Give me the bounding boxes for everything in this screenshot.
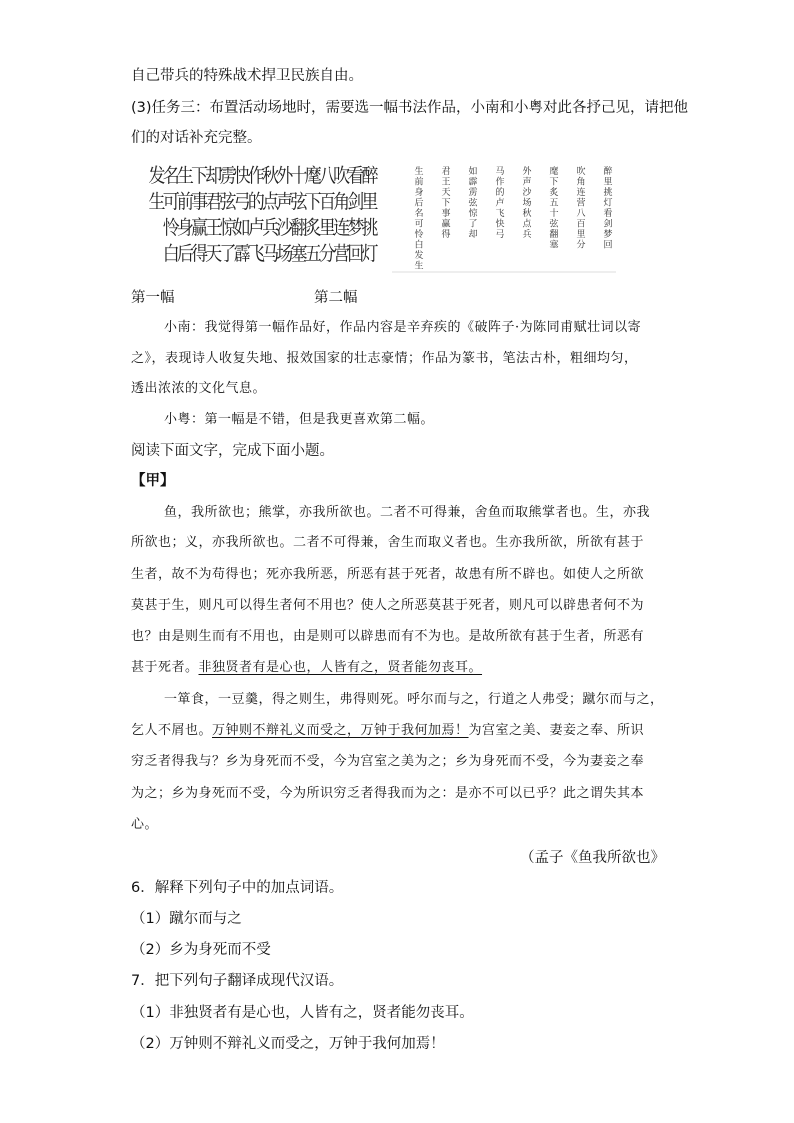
- continuation-line: 自己带兵的特殊战术捍卫民族自由。: [131, 68, 363, 84]
- passage-p2-line-4: 为之；乡为身死而不受，今为所识穷乏者得我而为之：是亦不可以已乎？此之谓失其本: [131, 786, 645, 801]
- running-glyph: 发: [414, 251, 424, 261]
- seal-glyph: 惊: [219, 216, 237, 240]
- seal-glyph: 秋: [262, 164, 280, 188]
- seal-glyph: 了: [219, 242, 237, 266]
- seal-glyph: 营: [333, 242, 351, 266]
- seal-glyph: 后: [176, 242, 194, 266]
- seal-glyph: 梦: [347, 216, 365, 240]
- running-script-artwork: [388, 160, 620, 276]
- running-glyph: 快: [495, 219, 505, 230]
- seal-glyph: 沙: [276, 216, 294, 240]
- running-glyph: 挑: [603, 188, 613, 198]
- running-glyph: 雳: [468, 188, 478, 198]
- running-glyph: 五: [549, 198, 559, 209]
- running-glyph: 兵: [522, 230, 532, 240]
- question-7-item-1: （1）非独贤者有是心也，人皆有之，贤者能勿丧耳。: [131, 1005, 474, 1021]
- running-glyph: 赢: [441, 219, 451, 230]
- running-glyph: 灯: [603, 198, 613, 209]
- seal-glyph: 可: [162, 190, 180, 214]
- seal-glyph: 分: [318, 242, 336, 266]
- running-glyph: 飞: [495, 209, 505, 219]
- seal-glyph: 如: [233, 216, 251, 240]
- running-glyph: 君: [441, 167, 451, 177]
- seal-glyph: 回: [347, 242, 365, 266]
- dialogue-nan-line-1: 小南：我觉得第一幅作品好，作品内容是辛弃疾的《破阵子·为陈同甫赋壮词以寄: [164, 320, 642, 335]
- section-jia-label: 【甲】: [131, 473, 175, 489]
- question-6: 6．解释下列句子中的加点词语。: [131, 880, 344, 896]
- running-glyph: 马: [495, 167, 505, 177]
- seal-glyph: 君: [205, 190, 223, 214]
- seal-glyph: 场: [276, 242, 294, 266]
- running-glyph: 了: [468, 219, 478, 230]
- seal-glyph: 十: [290, 164, 308, 188]
- running-glyph: 身: [414, 188, 424, 198]
- running-glyph: 白: [414, 240, 424, 251]
- running-glyph: 如: [468, 167, 478, 177]
- seal-glyph: 角: [333, 190, 351, 214]
- question-7: 7．把下列句子翻译成现代汉语。: [131, 973, 344, 989]
- running-glyph: 名: [414, 209, 424, 219]
- running-glyph: 生: [414, 167, 424, 177]
- seal-glyph: 却: [205, 164, 223, 188]
- running-glyph: 霹: [468, 177, 478, 188]
- seal-glyph: 百: [318, 190, 336, 214]
- running-glyph: 看: [603, 209, 613, 219]
- running-glyph: 连: [576, 188, 586, 198]
- seal-glyph: 兵: [262, 216, 280, 240]
- running-glyph: 声: [522, 177, 532, 188]
- seal-script-artwork: [130, 160, 378, 276]
- seal-glyph: 卢: [247, 216, 265, 240]
- seal-glyph: 八: [318, 164, 336, 188]
- running-glyph: 可: [414, 219, 424, 230]
- seal-glyph: 弦: [290, 190, 308, 214]
- running-glyph: 百: [576, 219, 586, 230]
- running-glyph: 却: [468, 230, 478, 240]
- underlined-sentence-2: 万钟则不辩礼义而受之，万钟于我何加焉！: [212, 723, 469, 738]
- seal-glyph: 声: [276, 190, 294, 214]
- seal-glyph: 翻: [290, 216, 308, 240]
- seal-glyph: 下: [304, 190, 322, 214]
- dialogue-nan-line-3: 透出浓浓的文化气息。: [131, 381, 267, 396]
- running-glyph: 麾: [549, 167, 559, 177]
- running-glyph: 分: [576, 240, 586, 251]
- seal-glyph: 挑: [361, 216, 378, 240]
- seal-glyph: 身: [176, 216, 194, 240]
- seal-glyph: 赢: [191, 216, 209, 240]
- running-glyph: 营: [576, 198, 586, 209]
- seal-glyph: 灯: [361, 242, 378, 266]
- seal-glyph: 事: [191, 190, 209, 214]
- running-glyph: 里: [603, 177, 613, 188]
- passage-p1-line-5: 也？由是则生而有不用也，由是则可以辟患而有不为也。是故所欲有甚于生者，所恶有: [131, 629, 645, 644]
- question-6-item-1: （1）蹴尔而与之: [131, 911, 242, 927]
- running-glyph: 事: [441, 209, 451, 219]
- running-glyph: 弦: [468, 198, 478, 209]
- running-glyph: 的: [495, 188, 505, 198]
- seal-glyph: 的: [247, 190, 265, 214]
- passage-p1-line-2: 所欲也；义，亦我所欲也。二者不可得兼，舍生而取义者也。生亦我所欲，所欲有甚于: [131, 535, 645, 550]
- running-glyph: 回: [603, 240, 613, 251]
- running-glyph: 梦: [603, 230, 613, 240]
- running-glyph: 作: [495, 177, 505, 188]
- seal-glyph: 飞: [247, 242, 265, 266]
- underlined-sentence-1: 非独贤者有是心也，人皆有之，贤者能勿丧耳。: [198, 660, 483, 675]
- running-glyph: 场: [522, 198, 532, 209]
- seal-glyph: 点: [262, 190, 280, 214]
- caption-second: 第二幅: [314, 290, 358, 306]
- running-glyph: 弓: [495, 230, 505, 240]
- running-glyph: 弦: [549, 219, 559, 230]
- seal-glyph: 里: [318, 216, 336, 240]
- running-glyph: 醉: [603, 167, 613, 177]
- seal-glyph: 塞: [290, 242, 308, 266]
- seal-glyph: 雳: [219, 164, 237, 188]
- running-glyph: 卢: [495, 198, 505, 209]
- question-7-item-2: （2）万钟则不辩礼义而受之，万钟于我何加焉！: [131, 1036, 445, 1052]
- passage-p2-line-3: 穷乏者得我与？乡为身死而不受，今为宫室之美为之；乡为身死而不受，今为妻妾之奉: [131, 754, 645, 769]
- running-glyph: 秋: [522, 209, 532, 219]
- running-glyph: 生: [414, 261, 424, 272]
- running-glyph: 王: [441, 177, 451, 188]
- passage-p2-line-2-end: 为宫室之美、妻妾之奉、所识: [468, 723, 645, 738]
- calligraphy-seal-script-image: [130, 160, 378, 276]
- seal-glyph: 天: [205, 242, 223, 266]
- seal-glyph: 王: [205, 216, 223, 240]
- seal-glyph: 得: [191, 242, 209, 266]
- seal-glyph: 白: [162, 242, 180, 266]
- running-glyph: 怜: [414, 230, 424, 240]
- seal-glyph: 作: [247, 164, 265, 188]
- seal-glyph: 麾: [304, 164, 322, 188]
- seal-glyph: 连: [333, 216, 351, 240]
- running-glyph: 前: [414, 177, 424, 188]
- running-glyph: 里: [576, 230, 586, 240]
- passage-source: （孟子《鱼我所欲也》: [520, 850, 665, 866]
- seal-glyph: 外: [276, 164, 294, 188]
- passage-p1-line-3: 生者，故不为苟得也；死亦我所恶，所恶有甚于死者，故患有所不辟也。如使人之所欲: [131, 567, 645, 582]
- seal-glyph: 看: [347, 164, 365, 188]
- running-glyph: 翻: [549, 230, 559, 240]
- dialogue-yue-line-1: 小粤：第一幅是不错，但是我更喜欢第二幅。: [164, 412, 435, 427]
- seal-glyph: 快: [233, 164, 251, 188]
- passage-p1-line-6: [131, 658, 482, 678]
- seal-glyph: 生: [176, 164, 194, 188]
- seal-glyph: 弦: [219, 190, 237, 214]
- passage-p2-line-2: [131, 721, 644, 741]
- seal-glyph: 吹: [333, 164, 351, 188]
- seal-glyph: 剑: [347, 190, 365, 214]
- seal-glyph: 霹: [233, 242, 251, 266]
- running-glyph: 剑: [603, 219, 613, 230]
- seal-glyph: 马: [262, 242, 280, 266]
- question-6-item-2: （2）乡为身死而不受: [131, 942, 271, 958]
- seal-glyph: 弓: [233, 190, 251, 214]
- seal-glyph: 前: [176, 190, 194, 214]
- running-glyph: 沙: [522, 188, 532, 198]
- passage-p2-line-5: 心。: [131, 817, 159, 832]
- running-glyph: 点: [522, 219, 532, 230]
- running-glyph: 外: [522, 167, 532, 177]
- seal-glyph: 五: [304, 242, 322, 266]
- running-glyph: 惊: [468, 209, 478, 219]
- task3-line-1: (3)任务三：布置活动场地时，需要选一幅书法作品，小南和小粤对此各抒己见，请把他: [131, 100, 689, 116]
- running-glyph: 后: [414, 198, 424, 209]
- seal-glyph: 炙: [304, 216, 322, 240]
- seal-glyph: 发: [148, 164, 166, 188]
- dialogue-nan-line-2: 之》，表现诗人收复失地、报效国家的壮志豪情；作品为篆书，笔法古朴，粗细均匀，: [131, 351, 638, 366]
- running-glyph: 炙: [549, 188, 559, 198]
- running-glyph: 角: [576, 177, 586, 188]
- passage-p2-line-1: 一箪食，一豆羹，得之则生，弗得则死。呼尔而与之，行道之人弗受；蹴尔而与之，: [164, 692, 664, 707]
- running-glyph: 吹: [576, 167, 586, 177]
- seal-glyph: 生: [148, 190, 166, 214]
- seal-glyph: 怜: [162, 216, 180, 240]
- running-glyph: 下: [441, 198, 451, 209]
- running-glyph: 得: [441, 230, 451, 240]
- running-glyph: 下: [549, 177, 559, 188]
- seal-glyph: 醉: [361, 164, 378, 188]
- running-glyph: 塞: [549, 240, 559, 251]
- seal-glyph: 名: [162, 164, 180, 188]
- running-glyph: 天: [441, 188, 451, 198]
- passage-p2-line-2-start: 乞人不屑也。: [131, 723, 213, 738]
- running-glyph: 八: [576, 209, 586, 219]
- passage-p1-line-6-start: 甚于死者。: [131, 660, 199, 675]
- running-glyph: 十: [549, 209, 559, 219]
- passage-p1-line-4: 莫甚于生，则凡可以得生者何不用也？使人之所恶莫甚于死者，则凡可以辟患者何不为: [131, 598, 645, 613]
- reading-instruction: 阅读下面文字，完成下面小题。: [131, 443, 334, 459]
- task3-line-2: 们的对话补充完整。: [131, 130, 262, 146]
- passage-p1-line-1: 鱼，我所欲也；熊掌，亦我所欲也。二者不可得兼，舍鱼而取熊掌者也。生，亦我: [164, 505, 651, 520]
- seal-glyph: 里: [361, 190, 378, 214]
- seal-glyph: 下: [191, 164, 209, 188]
- caption-first: 第一幅: [131, 290, 175, 306]
- calligraphy-running-script-image: [388, 160, 620, 276]
